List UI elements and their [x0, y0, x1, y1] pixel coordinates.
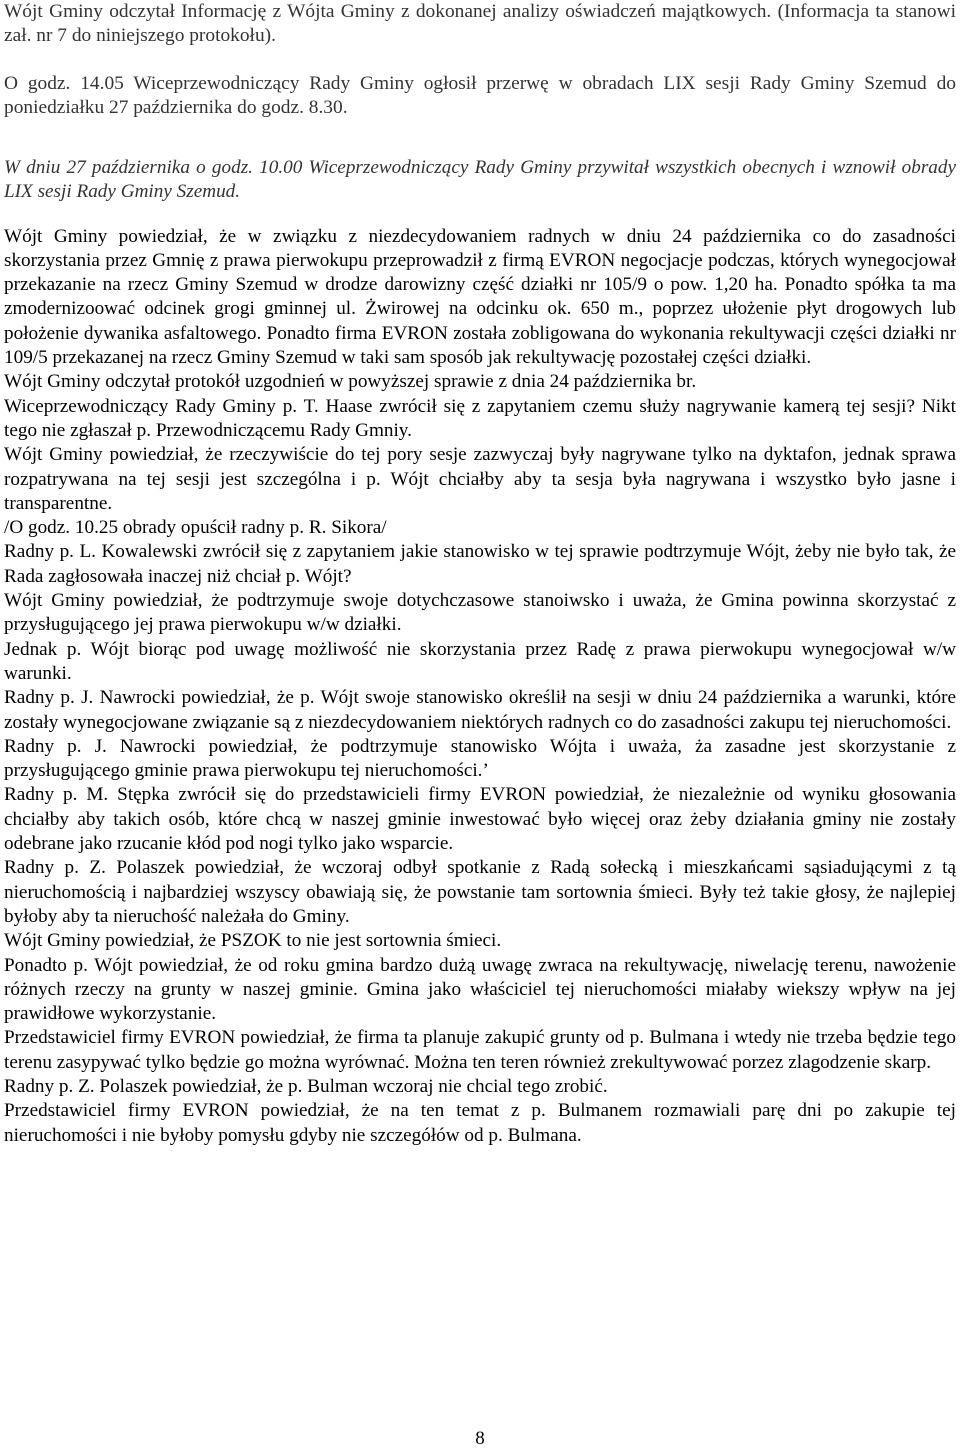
paragraph-7: Jednak p. Wójt biorąc pod uwagę możliwość nie skorzystania przez Radę z prawa pierwokupu wynegocjował w/w warunki. [4, 638, 956, 684]
paragraph-16: Przedstawiciel firmy EVRON powiedział, że na ten temat z p. Bulmanem rozmawiali parę dni po zakupie tej nieruchomości i nie byłoby pomysłu gdyby nie szczegółów od p. Bulmana. [4, 1100, 956, 1146]
paragraph-1: Wójt Gminy odczytał protokół uzgodnień w powyższej sprawie z dnia 24 października br. [4, 371, 697, 393]
document-page [4, 0, 956, 1148]
paragraph-9: Radny p. J. Nawrocki powiedział, że podtrzymuje stanowisko Wójta i uważa, ża zasadne jest skorzystanie z przysługującego gminie prawa pierwokupu tej nieruchomości.’ [4, 735, 956, 782]
session-resumed-paragraph: W dniu 27 października o godz. 10.00 Wiceprzewodniczący Rady Gminy przywitał wszystkich obecnych i wznowił obrady LIX sesji Rady Gminy Szemud. [4, 157, 956, 203]
paragraph-13: Ponadto p. Wójt powiedział, że od roku gmina bardzo dużą uwagę zwraca na rekultywację, niwelację terenu, nawożenie różnych rzeczy na grunty w naszej gminie. Gmina jako właściciel tej nieruchomości miałaby wiekszy wpływ na jej prawidłowe wykorzystanie. [4, 954, 956, 1025]
paragraph-10: Radny p. M. Stępka zwrócił się do przedstawicieli firmy EVRON powiedział, że niezależnie od wyniku głosowania chciałby aby takich osób, które chcą w naszej gminie inwestować było więcej oraz żeby działania gminy nie zostały odebrane jako rzucanie kłód pod nogi tylko jako wsparcie. [4, 784, 956, 855]
intro-paragraph-2: O godz. 14.05 Wiceprzewodniczący Rady Gminy ogłosił przerwę w obradach LIX sesji Rady Gminy Szemud do poniedziałku 27 października do godz. 8.30. [4, 73, 956, 118]
paragraph-2: Wiceprzewodniczący Rady Gminy p. T. Haase zwrócił się z zapytaniem czemu służy nagrywanie kamerą tej sesji? Nikt tego nie zgłaszał p. Przewodniczącemu Rady Gmniy. [4, 395, 956, 441]
paragraph-8: Radny p. J. Nawrocki powiedział, że p. Wójt swoje stanowisko określił na sesji w dniu 24 października a warunki, które zostały wynegocjowane związanie są z niezdecydowaniem niektórych radnych co do zasadności zakupu tej nieruchomości. [4, 687, 956, 733]
paragraph-6: Wójt Gminy powiedział, że podtrzymuje swoje dotychczasowe stanoiwsko i uważa, że Gmina powinna skorzystać z przysługującego jej prawa pierwokupu w/w działki. [4, 590, 956, 636]
paragraph-3: Wójt Gminy powiedział, że rzeczywiście do tej pory sesje zazwyczaj były nagrywane tylko na dyktafon, jednak sprawa rozpatrywana na tej sesji jest szczególna i p. Wójt chciałby aby ta sesja była nagrywana i wszystko było jasne i transparentne. [4, 444, 956, 514]
paragraph-4: /O godz. 10.25 obrady opuścił radny p. R. Sikora/ [4, 517, 387, 539]
page-number: 8 [475, 1428, 485, 1449]
paragraph-5: Radny p. L. Kowalewski zwrócił się z zapytaniem jakie stanowisko w tej sprawie podtrzymuje Wójt, żeby nie było tak, że Rada zagłosowała inaczej niż chciał p. Wójt? [4, 541, 956, 587]
paragraph-15: Radny p. Z. Polaszek powiedział, że p. Bulman wczoraj nie chcial tego zrobić. [4, 1075, 608, 1097]
paragraph-14: Przedstawiciel firmy EVRON powiedział, że firma ta planuje zakupić grunty od p. Bulmana i wtedy nie trzeba będzie tego terenu zasypywać tylko będzie go można wyrównać. Można ten teren również zrekultywować porzez zlagodzenie skarp. [4, 1027, 956, 1073]
paragraph-11: Radny p. Z. Polaszek powiedział, że wczoraj odbył spotkanie z Radą sołecką i mieszkańcami sąsiadującymi z tą nieruchomością i najbardziej wszyscy obawiają się, że powstanie tam sortownia śmieci. Były też takie głosy, że najlepiej byłoby aby ta nieruchość należała do Gminy. [4, 857, 956, 927]
paragraph-12: Wójt Gminy powiedział, że PSZOK to nie jest sortownia śmieci. [4, 930, 502, 952]
intro-paragraph-1: Wójt Gminy odczytał Informację z Wójta Gminy z dokonanej analizy oświadczeń majątkowych. (Informacja ta stanowi zał. nr 7 do niniejszego protokołu). [4, 1, 956, 46]
paragraph-0: Wójt Gminy powiedział, że w związku z niezdecydowaniem radnych w dniu 24 października co do zasadności skorzystania przez Gmnię z prawa pierwokupu przeprowadził z firmą EVRON negocjacje podczas, których wynegocjował przekazanie na rzecz Gminy Szemud w drodze darowizny część działki nr 105/9 o pow. 1,20 ha. Ponadto spółka ta ma zmodernizoować odcinek grogi gminnej ul. Żwirowej na odcinku ok. 650 m., poprzez ułożenie płyt drogowych lub położenie dywanika asfaltowego. Ponadto firma EVRON została zobligowana do wykonania rekultywacji części działki nr 109/5 przekazanej na rzecz Gminy Szemud w taki sam sposób jak rekultywację pozostałej części działki. [4, 225, 956, 369]
